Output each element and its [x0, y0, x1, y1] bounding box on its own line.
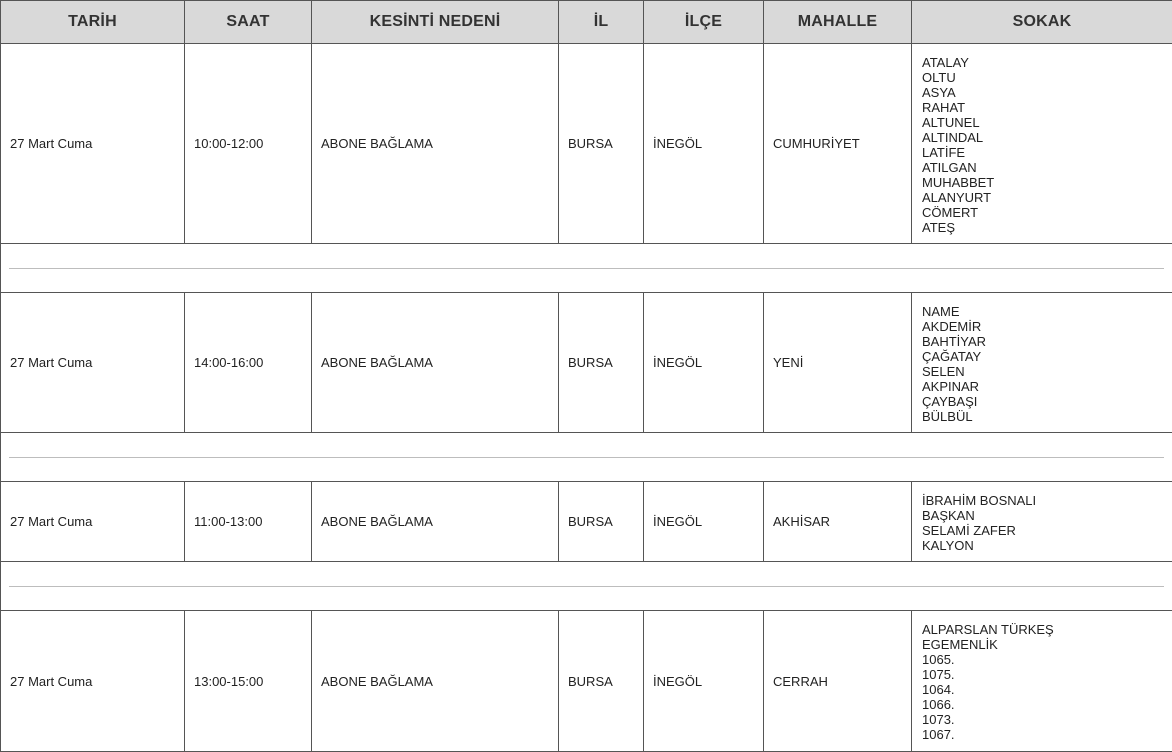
cell-streets	[912, 293, 1172, 433]
cell-time: 14:00-16:00	[185, 293, 312, 433]
table-row	[1, 44, 1172, 244]
header-district: İLÇE	[644, 1, 764, 44]
street-name: EGEMENLİK	[922, 637, 1172, 652]
header-reason: KESİNTİ NEDENİ	[312, 1, 559, 44]
street-name: 1066.	[922, 697, 1172, 712]
cell-time: 11:00-13:00	[185, 482, 312, 562]
cell-province: BURSA	[559, 611, 644, 752]
cell-reason: ABONE BAĞLAMA	[312, 293, 559, 433]
cell-streets	[912, 482, 1172, 562]
cell-neighborhood: YENİ	[764, 293, 912, 433]
header-neighborhood: MAHALLE	[764, 1, 912, 44]
cell-date: 27 Mart Cuma	[1, 293, 185, 433]
cell-district: İNEGÖL	[644, 44, 764, 244]
cell-district: İNEGÖL	[644, 293, 764, 433]
street-name: ATALAY	[922, 55, 1172, 70]
separator-cell	[1, 244, 1172, 293]
street-name: BAŞKAN	[922, 508, 1172, 523]
street-name: ALPARSLAN TÜRKEŞ	[922, 622, 1172, 637]
street-name: CÖMERT	[922, 205, 1172, 220]
row-separator	[1, 244, 1172, 293]
table-row	[1, 611, 1172, 752]
horizontal-rule	[9, 457, 1164, 458]
cell-reason: ABONE BAĞLAMA	[312, 482, 559, 562]
street-name: 1067.	[922, 727, 1172, 742]
cell-province: BURSA	[559, 482, 644, 562]
street-name: ÇAĞATAY	[922, 349, 1172, 364]
cell-district: İNEGÖL	[644, 611, 764, 752]
street-name: 1073.	[922, 712, 1172, 727]
street-name: 1065.	[922, 652, 1172, 667]
row-separator	[1, 433, 1172, 482]
header-date: TARİH	[1, 1, 185, 44]
table-row	[1, 482, 1172, 562]
street-name: 1064.	[922, 682, 1172, 697]
street-name: ALTINDAL	[922, 130, 1172, 145]
cell-date: 27 Mart Cuma	[1, 611, 185, 752]
row-separator	[1, 562, 1172, 611]
table-header-row	[1, 1, 1172, 44]
street-name: ATEŞ	[922, 220, 1172, 235]
cell-reason: ABONE BAĞLAMA	[312, 44, 559, 244]
header-province: İL	[559, 1, 644, 44]
cell-province: BURSA	[559, 44, 644, 244]
street-name: BAHTİYAR	[922, 334, 1172, 349]
street-name: 1075.	[922, 667, 1172, 682]
street-name: KALYON	[922, 538, 1172, 553]
street-name: AKDEMİR	[922, 319, 1172, 334]
cell-time: 10:00-12:00	[185, 44, 312, 244]
street-name: BÜLBÜL	[922, 409, 1172, 424]
street-name: ÇAYBAŞI	[922, 394, 1172, 409]
header-time: SAAT	[185, 1, 312, 44]
street-name: ATILGAN	[922, 160, 1172, 175]
street-name: ASYA	[922, 85, 1172, 100]
cell-reason: ABONE BAĞLAMA	[312, 611, 559, 752]
cell-streets	[912, 611, 1172, 752]
cell-neighborhood: CUMHURİYET	[764, 44, 912, 244]
cell-time: 13:00-15:00	[185, 611, 312, 752]
street-name: İBRAHİM BOSNALI	[922, 493, 1172, 508]
street-name: ALTUNEL	[922, 115, 1172, 130]
street-name: AKPINAR	[922, 379, 1172, 394]
cell-date: 27 Mart Cuma	[1, 482, 185, 562]
separator-cell	[1, 562, 1172, 611]
cell-streets	[912, 44, 1172, 244]
street-name: MUHABBET	[922, 175, 1172, 190]
header-streets: SOKAK	[912, 1, 1172, 44]
horizontal-rule	[9, 586, 1164, 587]
street-name: SELEN	[922, 364, 1172, 379]
street-name: NAME	[922, 304, 1172, 319]
separator-cell	[1, 433, 1172, 482]
cell-district: İNEGÖL	[644, 482, 764, 562]
table-row	[1, 293, 1172, 433]
horizontal-rule	[9, 268, 1164, 269]
street-name: SELAMİ ZAFER	[922, 523, 1172, 538]
street-name: ALANYURT	[922, 190, 1172, 205]
cell-date: 27 Mart Cuma	[1, 44, 185, 244]
street-name: RAHAT	[922, 100, 1172, 115]
street-name: LATİFE	[922, 145, 1172, 160]
cell-province: BURSA	[559, 293, 644, 433]
cell-neighborhood: AKHİSAR	[764, 482, 912, 562]
street-name: OLTU	[922, 70, 1172, 85]
cell-neighborhood: CERRAH	[764, 611, 912, 752]
